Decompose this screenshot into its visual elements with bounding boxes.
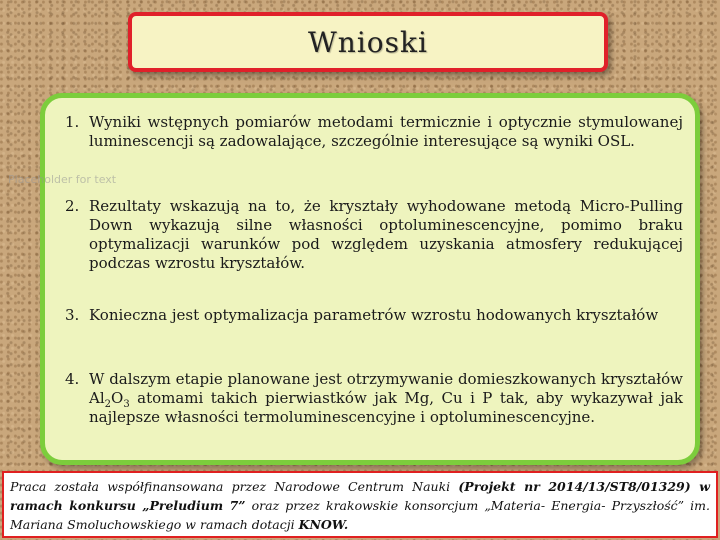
footer-project: (Projekt nr 2014/13/ST8/01329) w ramach konkursu „Preludium 7” [10, 479, 711, 513]
footer-know: KNOW. [298, 517, 349, 532]
item-text [89, 370, 683, 427]
item-text-after: atomami takich pierwiastków jak Mg, Cu i P tak, aby wykazywał jak najlepsze własności termoluminescencyjne i optoluminescencyjne. [89, 389, 683, 426]
footer-text-2: oraz przez krakowskie konsorcjum „Materia- Energia- Przyszłość” im. Mariana Smoluchowskiego w ramach dotacji [10, 498, 711, 532]
conclusion-item-1 [65, 113, 683, 151]
subscript: 3 [123, 399, 130, 410]
item-text: Konieczna jest optymalizacja parametrów wzrostu hodowanych kryształów [89, 306, 659, 324]
item-text-mid: O [111, 389, 124, 407]
footer-text-1: Praca została współfinansowana przez Narodowe Centrum Nauki [10, 479, 459, 494]
conclusion-item-4 [65, 370, 683, 427]
title-box [128, 12, 608, 72]
item-text: Rezultaty wskazują na to, że kryształy wyhodowane metodą Micro-Pulling Down wykazują silne własności optoluminescencyjne, pomimo braku optymalizacji warunków pod względem uzyskania atmosfery redukującej podczas wzrostu kryształów. [89, 197, 683, 272]
item-text-before: W dalszym etapie planowane jest otrzymywanie domieszkowanych kryształów Al [89, 370, 683, 407]
item-number: 2. [65, 197, 80, 215]
placeholder-watermark: Placeholder for text [8, 173, 117, 186]
item-number: 1. [65, 113, 80, 131]
conclusions-box [40, 93, 700, 465]
item-number: 4. [65, 370, 80, 388]
item-text: Wyniki wstępnych pomiarów metodami termicznie i optycznie stymulowanej luminescencji są zadowalające, szczególnie interesujące są wyniki OSL. [89, 113, 683, 150]
item-number: 3. [65, 306, 80, 324]
funding-footer [2, 471, 718, 538]
slide-title: Wnioski [308, 25, 428, 59]
conclusion-item-3 [65, 306, 683, 325]
conclusion-item-2 [65, 197, 683, 273]
subscript: 2 [104, 399, 112, 410]
